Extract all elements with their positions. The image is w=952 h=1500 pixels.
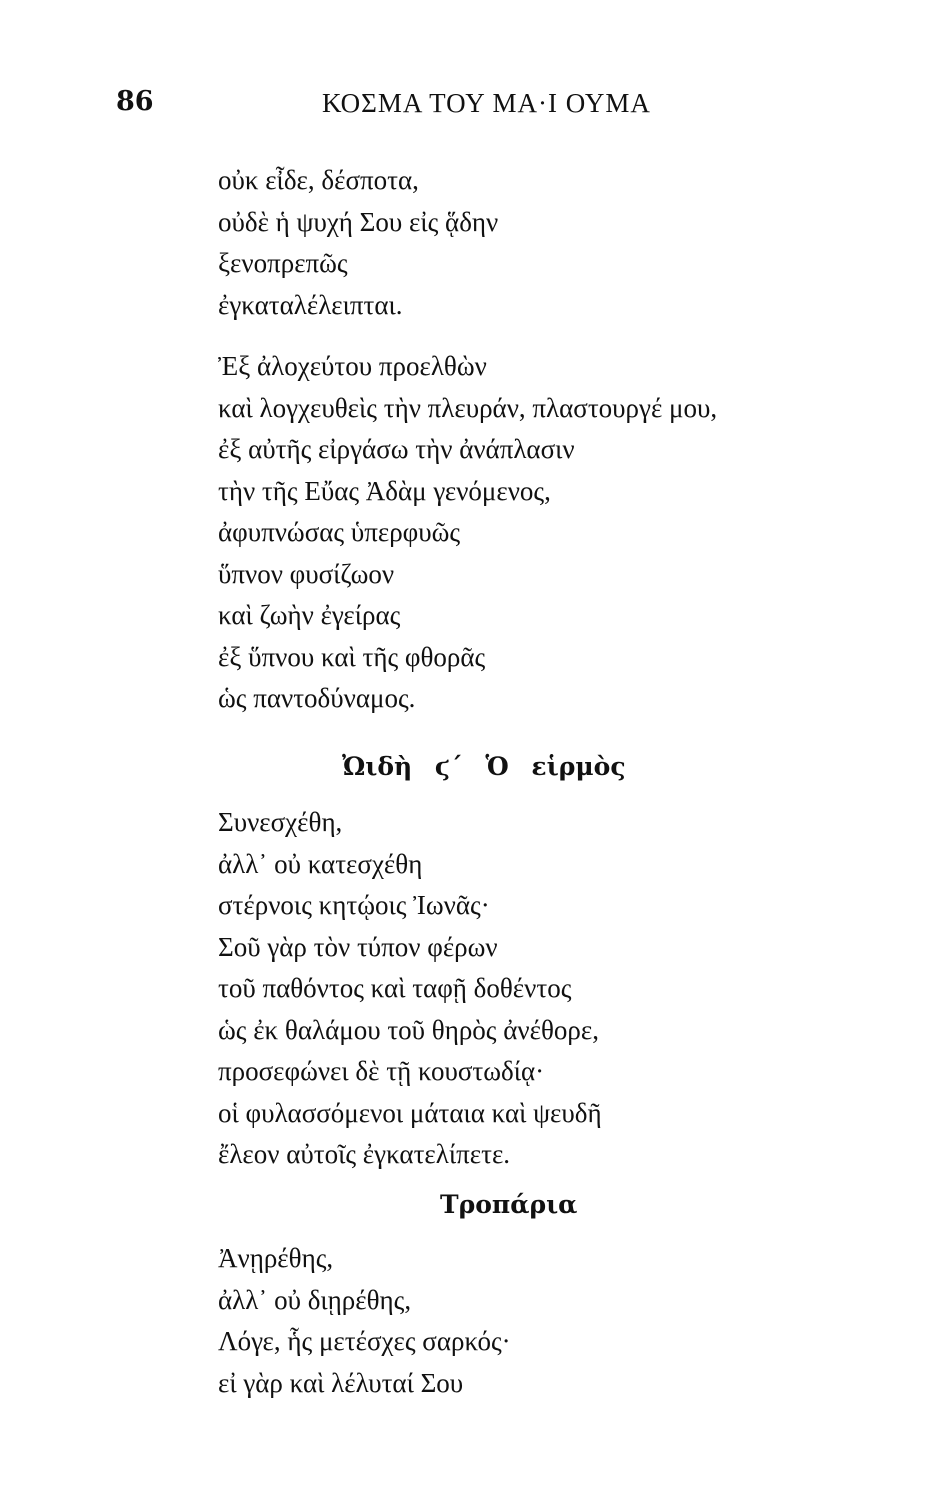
verse-line: ξενοπρεπῶς [218,248,348,278]
troparia-heading: Τροπάρια [440,1190,578,1219]
verse-line: Σοῦ γὰρ τὸν τύπον φέρων [218,931,498,962]
verse-line: ἐγκαταλέλειπται. [218,289,403,320]
verse-line: εἰ γὰρ καὶ λέλυταί Σου [218,1367,464,1398]
verse-line: οὐκ εἶδε, δέσποτα, [218,165,419,195]
page-number: 86 [116,86,154,117]
stanza-4 [218,1238,511,1404]
verse-line: στέρνοις κητῴοις Ἰωνᾶς· [218,890,490,920]
verse-line: ἀφυπνώσας ὑπερφυῶς [218,517,461,547]
verse-line: οἱ φυλασσόμενοι μάταια καὶ ψευδῆ [218,1097,602,1128]
verse-line: ἀλλ᾽ οὐ κατεσχέθη [218,848,423,879]
verse-line: ἐξ ὕπνου καὶ τῆς φθορᾶς [218,641,486,672]
running-title: ΚΟΣΜΑ ΤΟΥ ΜΑ·Ι ΟΥΜΑ [322,88,651,118]
verse-line: Ἐξ ἀλοχεύτου προελθὼν [218,351,487,381]
verse-line: ὕπνον φυσίζωον [218,558,395,589]
verse-line: ἐξ αὐτῆς εἰργάσω τὴν ἀνάπλασιν [218,434,575,464]
verse-line: ὡς παντοδύναμος. [218,683,416,713]
verse-line: ἀλλ᾽ οὐ διῃρέθης, [218,1284,412,1315]
verse-line: ἔλεον αὐτοῖς ἐγκατελίπετε. [218,1139,511,1169]
verse-line: ὡς ἐκ θαλάμου τοῦ θηρὸς ἀνέθορε, [218,1014,599,1045]
verse-line: προσεφώνει δὲ τῇ κουστωδίᾳ· [218,1056,545,1086]
verse-line: τοῦ παθόντος καὶ ταφῇ δοθέντος [218,973,572,1003]
verse-line: οὐδὲ ἡ ψυχή Σου εἰς ᾅδην [218,206,499,237]
stanza-3 [218,802,602,1176]
stanza-1 [218,160,498,326]
ode-heading: Ὠιδὴ ϛ΄ Ὁ εἱρμὸς [342,752,626,781]
verse-line: Ἀνῃρέθης, [218,1243,334,1273]
verse-line: Λόγε, ἧς μετέσχες σαρκός· [218,1326,511,1356]
verse-line: τὴν τῆς Εὔας Ἀδὰμ γενόμενος, [218,475,551,506]
verse-line: καὶ ζωὴν ἐγείρας [218,600,401,630]
verse-line: Συνεσχέθη, [218,807,343,837]
stanza-2 [218,346,717,720]
verse-line: καὶ λογχευθεὶς τὴν πλευράν, πλαστουργέ μου, [218,392,718,423]
